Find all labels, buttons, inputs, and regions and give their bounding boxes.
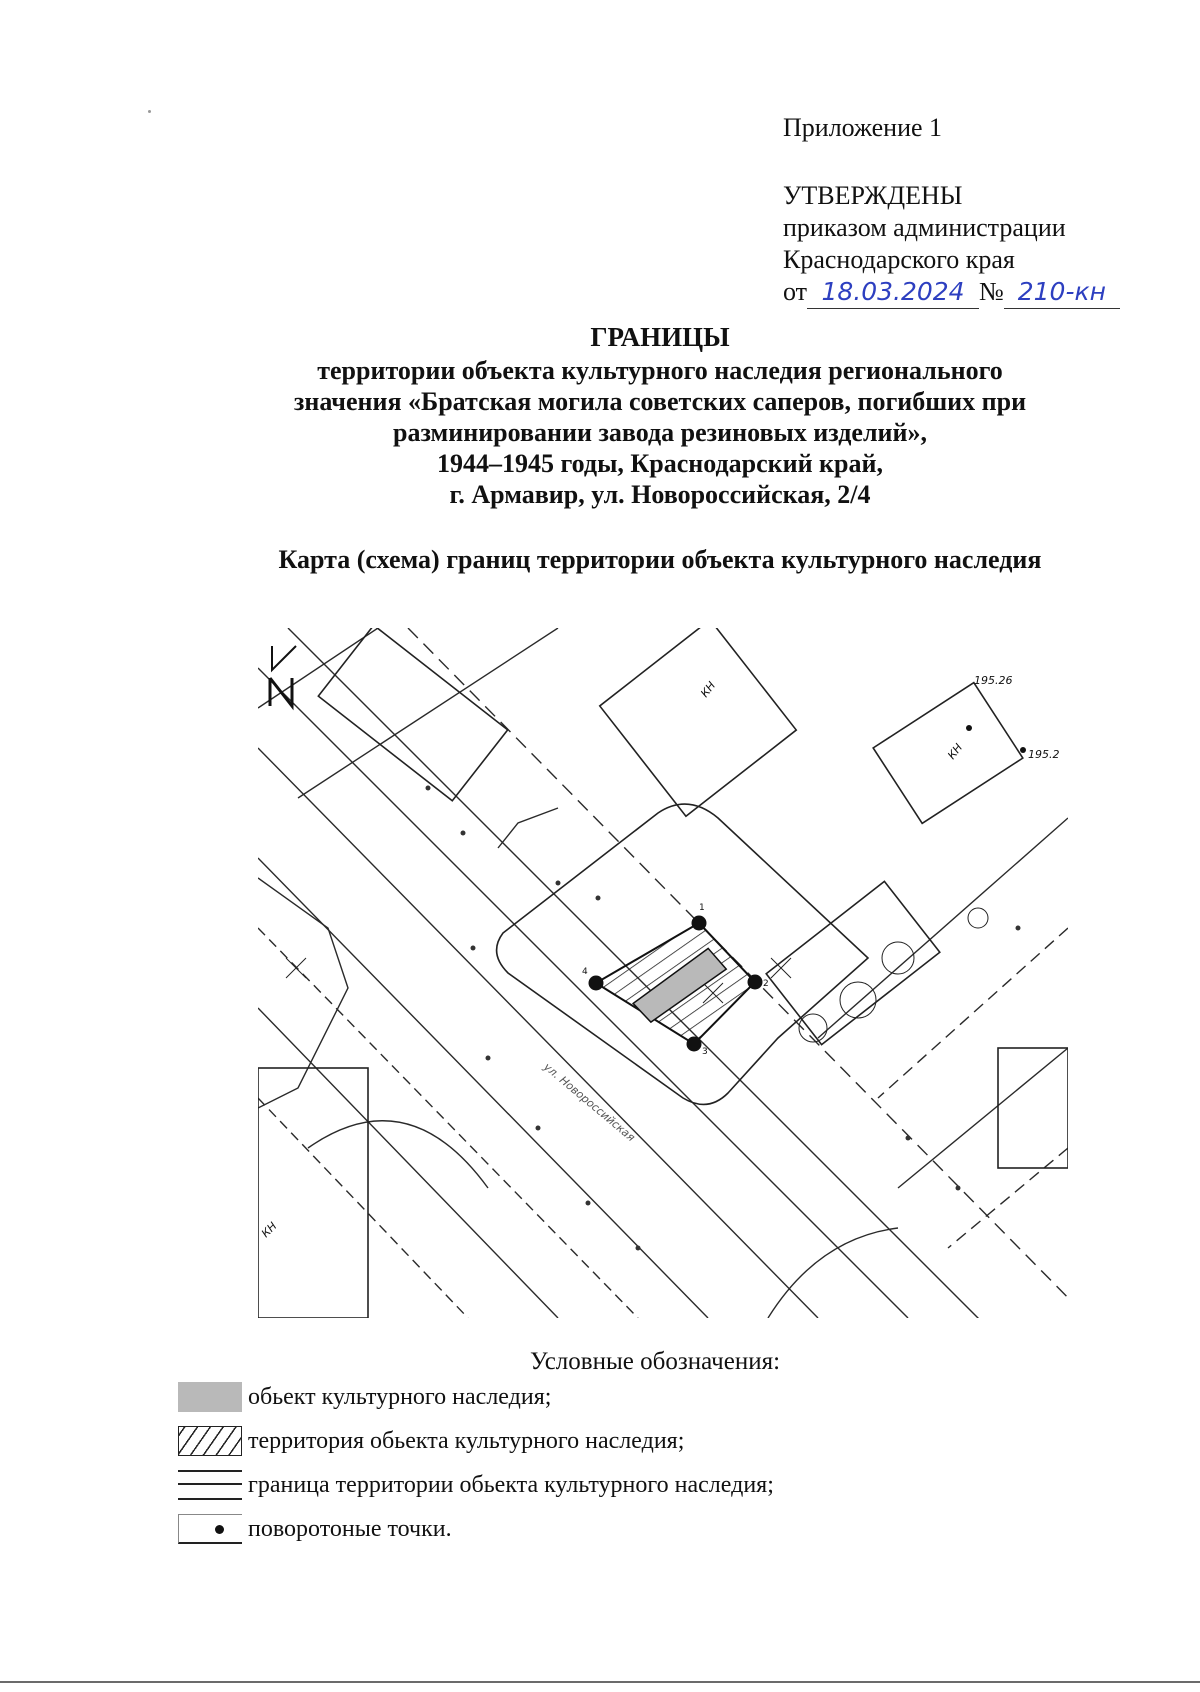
approval-block [783,112,1120,309]
boundary-swatch [178,1470,242,1500]
document-title [0,322,1200,510]
approved-label: УТВЕРЖДЕНЫ [783,181,963,210]
utility-dot [471,946,476,951]
utility-dot [1016,926,1021,931]
turning-point-3 [687,1037,702,1052]
utility-dot [586,1201,591,1206]
elevation-point [966,725,972,731]
appendix-label: Приложение 1 [783,113,943,142]
title-line: г. Армавир, ул. Новороссийская, 2/4 [449,480,871,509]
building-label: КН [258,1219,280,1241]
legend-label: граница территории обьекта культурного наследия; [248,1471,774,1498]
number-prefix: № [979,277,1004,306]
turning-point-swatch [178,1514,242,1544]
legend-item-points [178,1512,452,1546]
title-line: 1944–1945 годы, Краснодарский край, [437,449,883,478]
handwritten-date: 18.03.2024 [807,276,979,309]
order-date-line [783,276,1120,309]
title-line: территории объекта культурного наследия регионального [317,356,1003,385]
object-swatch [178,1382,242,1412]
order-line-1: приказом администрации [783,213,1066,242]
utility-dot [636,1246,641,1251]
utility-dot [461,831,466,836]
map-caption: Карта (схема) границ территории объекта культурного наследия [278,545,1042,574]
utility-dot [486,1056,491,1061]
street-label: ул. Новороссийская [541,1060,638,1145]
turning-point-4 [589,976,604,991]
title-heading: ГРАНИЦЫ [590,322,730,352]
order-line-2: Краснодарского края [783,245,1015,274]
title-line: значения «Братская могила советских саперов, погибших при [293,387,1027,416]
point-label: 4 [582,967,588,977]
scan-speck [148,110,151,113]
legend-item-boundary [178,1468,774,1502]
turning-point-1 [692,916,707,931]
point-label: 2 [763,979,769,989]
handwritten-number: 210-кн [1004,276,1120,309]
utility-dot [536,1126,541,1131]
turning-point-2 [748,975,763,990]
legend-label: поворотоные точки. [248,1515,452,1542]
utility-dot [596,896,601,901]
point-label: 1 [699,903,705,913]
elevation-label: 195.26 [974,674,1013,687]
utility-dot [556,881,561,886]
elevation-point [1020,747,1026,753]
building-label: КН [945,741,966,762]
boundary-map [258,628,1068,1318]
legend-item-object [178,1380,551,1414]
title-line: разминировании завода резиновых изделий», [392,418,927,447]
utility-dot [956,1186,961,1191]
territory-swatch [178,1426,242,1456]
utility-dot [906,1136,911,1141]
legend-label: территория обьекта культурного наследия; [248,1427,685,1454]
legend-title: Условные обозначения: [530,1348,781,1375]
elevation-label: 195.2 [1028,748,1060,761]
legend-item-territory [178,1424,684,1458]
date-prefix: от [783,277,808,306]
page-bottom-rule [0,1681,1200,1683]
point-label: 3 [702,1047,708,1057]
building-label: КН [698,679,719,700]
utility-dot [426,786,431,791]
legend-label: обьект культурного наследия; [248,1383,552,1410]
